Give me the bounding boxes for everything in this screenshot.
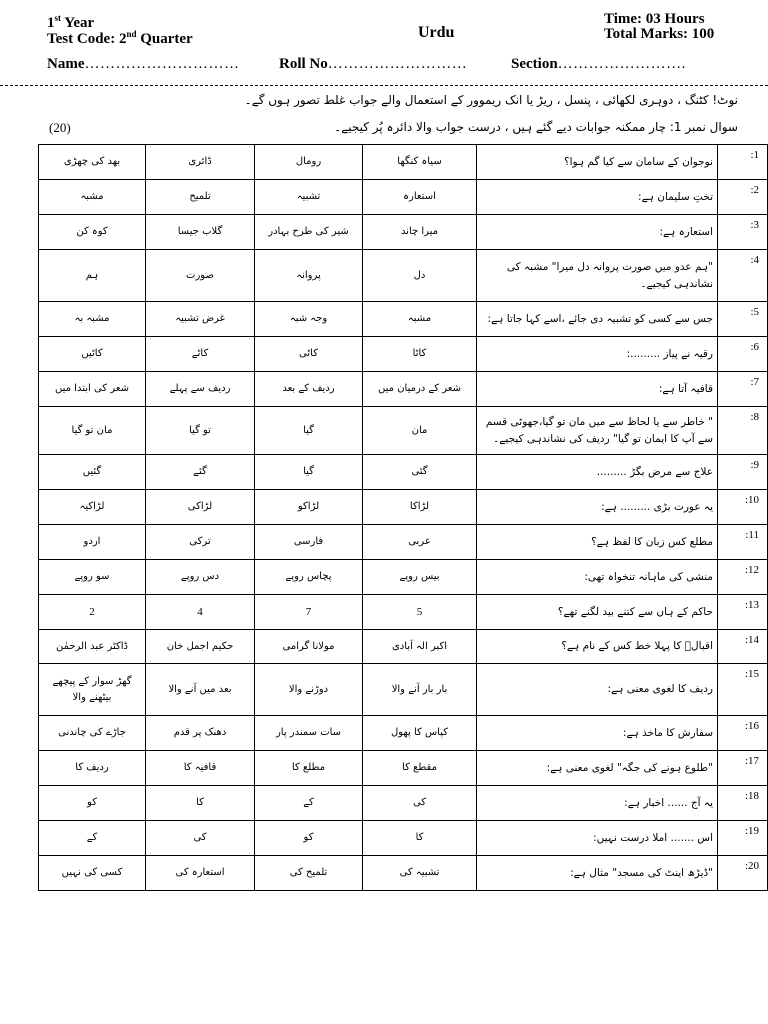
question-row — [39, 215, 768, 250]
option-1[interactable]: 5 — [363, 595, 477, 630]
option-2[interactable]: وجہ شبہ — [255, 302, 363, 337]
option-2[interactable]: فارسی — [255, 525, 363, 560]
instruction-note: نوٹ! کٹنگ ، دوہری لکھائی ، پنسل ، ریڑ یا انک ریموور کے استعمال والے جواب غلط تصور ہوں گے۔ — [244, 93, 738, 107]
option-2[interactable]: مطلع کا — [255, 751, 363, 786]
header-divider — [0, 85, 768, 86]
total-marks-label: Total Marks: 100 — [604, 26, 715, 42]
question-text: یہ عورت بڑی ......... ہے: — [477, 490, 718, 525]
option-2[interactable]: رومال — [255, 145, 363, 180]
question-number: :20 — [718, 856, 768, 891]
question-text: اقبالؒ کا پہلا خط کس کے نام ہے؟ — [477, 630, 718, 664]
question-row — [39, 856, 768, 891]
question-text: علاج سے مرض بگڑ ......... — [477, 455, 718, 490]
option-3[interactable]: غرض تشبیہ — [146, 302, 255, 337]
option-2[interactable]: سات سمندر پار — [255, 716, 363, 751]
question-marks: (20) — [49, 120, 71, 135]
question-number: :10 — [718, 490, 768, 525]
option-3[interactable]: گلاب جیسا — [146, 215, 255, 250]
question-text: "ڈیڑھ اینٹ کی مسجد" مثال ہے: — [477, 856, 718, 891]
option-4[interactable]: مشبہ بہ — [39, 302, 146, 337]
question-number: :18 — [718, 786, 768, 821]
option-1[interactable]: کا — [363, 821, 477, 856]
question-row — [39, 250, 768, 302]
option-4[interactable]: سو روپے — [39, 560, 146, 595]
option-1[interactable]: عربی — [363, 525, 477, 560]
option-4[interactable]: کو — [39, 786, 146, 821]
option-3[interactable]: دھنک پر قدم — [146, 716, 255, 751]
option-2[interactable]: دوڑنے والا — [255, 664, 363, 716]
question-row — [39, 716, 768, 751]
option-4[interactable]: کسی کی نہیں — [39, 856, 146, 891]
question-number: :13 — [718, 595, 768, 630]
option-3[interactable]: لڑاکی — [146, 490, 255, 525]
option-4[interactable]: مان تو گیا — [39, 407, 146, 455]
option-2[interactable]: لڑاکو — [255, 490, 363, 525]
question-row — [39, 180, 768, 215]
question-text: رقیہ نے پیاز .........: — [477, 337, 718, 372]
question-number: :17 — [718, 751, 768, 786]
question-number: :2 — [718, 180, 768, 215]
option-4[interactable]: گئیں — [39, 455, 146, 490]
subject-title: Urdu — [418, 24, 455, 41]
option-1[interactable]: کپاس کا پھول — [363, 716, 477, 751]
option-1[interactable]: مان — [363, 407, 477, 455]
question-row — [39, 490, 768, 525]
question-text: ردیف کا لغوی معنی ہے: — [477, 664, 718, 716]
question-row — [39, 560, 768, 595]
option-2[interactable]: گیا — [255, 407, 363, 455]
option-3[interactable]: قافیہ کا — [146, 751, 255, 786]
option-3[interactable]: کی — [146, 821, 255, 856]
question-text: حاکم کے ہاں سے کتنے بید لگنے تھے؟ — [477, 595, 718, 630]
option-4[interactable]: جاڑے کی چاندنی — [39, 716, 146, 751]
time-label: Time: 03 Hours — [604, 11, 705, 27]
option-4[interactable]: اردو — [39, 525, 146, 560]
option-4[interactable]: ہم — [39, 250, 146, 302]
question-number: :12 — [718, 560, 768, 595]
option-3[interactable]: ڈائری — [146, 145, 255, 180]
option-3[interactable]: استعارہ کی — [146, 856, 255, 891]
question-row — [39, 821, 768, 856]
option-4[interactable]: مشبہ — [39, 180, 146, 215]
question-number: :4 — [718, 250, 768, 302]
option-1[interactable]: مشبہ — [363, 302, 477, 337]
question-number: :14 — [718, 630, 768, 664]
question-number: :19 — [718, 821, 768, 856]
question-row — [39, 664, 768, 716]
question-row — [39, 372, 768, 407]
option-1[interactable]: گئی — [363, 455, 477, 490]
option-2[interactable]: گیا — [255, 455, 363, 490]
option-2[interactable]: مولانا گرامی — [255, 630, 363, 664]
question-text: تختِ سلیمان ہے: — [477, 180, 718, 215]
question-row — [39, 337, 768, 372]
question-text: " خاطر سے یا لحاظ سے میں مان تو گیا،جھوٹی قسم سے آپ کا ایمان تو گیا" ردیف کی نشاندہی کیجیے۔ — [477, 407, 718, 455]
question-row — [39, 302, 768, 337]
question-row — [39, 786, 768, 821]
option-4[interactable]: 2 — [39, 595, 146, 630]
option-1[interactable]: اکبر الہ آبادی — [363, 630, 477, 664]
option-2[interactable]: پروانہ — [255, 250, 363, 302]
option-4[interactable]: ردیف کا — [39, 751, 146, 786]
question-number: :16 — [718, 716, 768, 751]
question-row — [39, 525, 768, 560]
option-1[interactable]: لڑاکا — [363, 490, 477, 525]
option-4[interactable]: شعر کی ابتدا میں — [39, 372, 146, 407]
question-text: اس ....... املا درست نہیں: — [477, 821, 718, 856]
question-text: سفارش کا ماخذ ہے: — [477, 716, 718, 751]
question-text: یہ آج ...... اخبار ہے: — [477, 786, 718, 821]
question-number: :7 — [718, 372, 768, 407]
option-1[interactable]: بار بار آنے والا — [363, 664, 477, 716]
option-3[interactable]: تو گیا — [146, 407, 255, 455]
question-row — [39, 595, 768, 630]
option-3[interactable]: ردیف سے پہلے — [146, 372, 255, 407]
question-number: :6 — [718, 337, 768, 372]
year-label: 1st Year — [47, 13, 95, 31]
option-1[interactable]: تشبیہ کی — [363, 856, 477, 891]
option-1[interactable]: کاٹا — [363, 337, 477, 372]
option-2[interactable]: شیر کی طرح بہادر — [255, 215, 363, 250]
option-3[interactable]: تلمیح — [146, 180, 255, 215]
option-1[interactable]: شعر کے درمیان میں — [363, 372, 477, 407]
question-number: :9 — [718, 455, 768, 490]
option-1[interactable]: استعارہ — [363, 180, 477, 215]
option-3[interactable]: دس روپے — [146, 560, 255, 595]
question-text: "ہم عدو میں صورت پروانہ دل میرا" مشبہ کی نشاندہی کیجیے۔ — [477, 250, 718, 302]
question-row — [39, 630, 768, 664]
name-field[interactable]: Name………………………… — [47, 56, 240, 72]
option-3[interactable]: صورت — [146, 250, 255, 302]
option-1[interactable]: میرا چاند — [363, 215, 477, 250]
option-3[interactable]: حکیم اجمل خان — [146, 630, 255, 664]
question-text: "طلوع ہونے کی جگہ" لغوی معنی ہے: — [477, 751, 718, 786]
question-number: :1 — [718, 145, 768, 180]
section-field[interactable]: Section……………………. — [511, 56, 686, 72]
option-1[interactable]: دل — [363, 250, 477, 302]
option-1[interactable]: بیس روپے — [363, 560, 477, 595]
question-row — [39, 407, 768, 455]
question-text: جس سے کسی کو تشبیہ دی جائے ،اسے کہا جاتا ہے: — [477, 302, 718, 337]
question-text: استعارہ ہے: — [477, 215, 718, 250]
question-row — [39, 145, 768, 180]
question-heading: سوال نمبر 1: چار ممکنہ جوابات دیے گئے ہیں ، درست جواب والا دائرہ پُر کیجیے۔ — [334, 120, 738, 134]
option-3[interactable]: گئے — [146, 455, 255, 490]
option-4[interactable]: بھد کی چھڑی — [39, 145, 146, 180]
option-4[interactable]: ڈاکٹر عبد الرحمٰن — [39, 630, 146, 664]
option-3[interactable]: ترکی — [146, 525, 255, 560]
option-3[interactable]: کا — [146, 786, 255, 821]
question-number: :11 — [718, 525, 768, 560]
question-number: :5 — [718, 302, 768, 337]
option-2[interactable]: تلمیح کی — [255, 856, 363, 891]
option-2[interactable]: پچاس روپے — [255, 560, 363, 595]
mcq-table — [38, 144, 768, 891]
question-text: نوجوان کے سامان سے کیا گم ہوا؟ — [477, 145, 718, 180]
option-1[interactable]: سیاہ کنگھا — [363, 145, 477, 180]
option-4[interactable]: کوہ کن — [39, 215, 146, 250]
option-2[interactable]: ردیف کے بعد — [255, 372, 363, 407]
question-number: :3 — [718, 215, 768, 250]
question-row — [39, 751, 768, 786]
question-number: :8 — [718, 407, 768, 455]
question-text: قافیہ آتا ہے: — [477, 372, 718, 407]
roll-no-field[interactable]: Roll No……………………… — [279, 56, 468, 72]
option-4[interactable]: کاٹیں — [39, 337, 146, 372]
question-number: :15 — [718, 664, 768, 716]
question-text: مطلع کس زبان کا لفظ ہے؟ — [477, 525, 718, 560]
option-1[interactable]: مقطع کا — [363, 751, 477, 786]
option-2[interactable]: کاٹی — [255, 337, 363, 372]
option-4[interactable]: کے — [39, 821, 146, 856]
question-text: منشی کی ماہانہ تنخواہ تھی: — [477, 560, 718, 595]
option-4[interactable]: گھڑ سوار کے پیچھے بیٹھنے والا — [39, 664, 146, 716]
option-2[interactable]: تشبیہ — [255, 180, 363, 215]
option-2[interactable]: کو — [255, 821, 363, 856]
option-2[interactable]: 7 — [255, 595, 363, 630]
option-3[interactable]: بعد میں آنے والا — [146, 664, 255, 716]
option-4[interactable]: لڑاکیہ — [39, 490, 146, 525]
option-2[interactable]: کے — [255, 786, 363, 821]
test-code-label: Test Code: 2nd Quarter — [47, 29, 193, 47]
option-3[interactable]: 4 — [146, 595, 255, 630]
option-1[interactable]: کی — [363, 786, 477, 821]
question-row — [39, 455, 768, 490]
option-3[interactable]: کاٹے — [146, 337, 255, 372]
